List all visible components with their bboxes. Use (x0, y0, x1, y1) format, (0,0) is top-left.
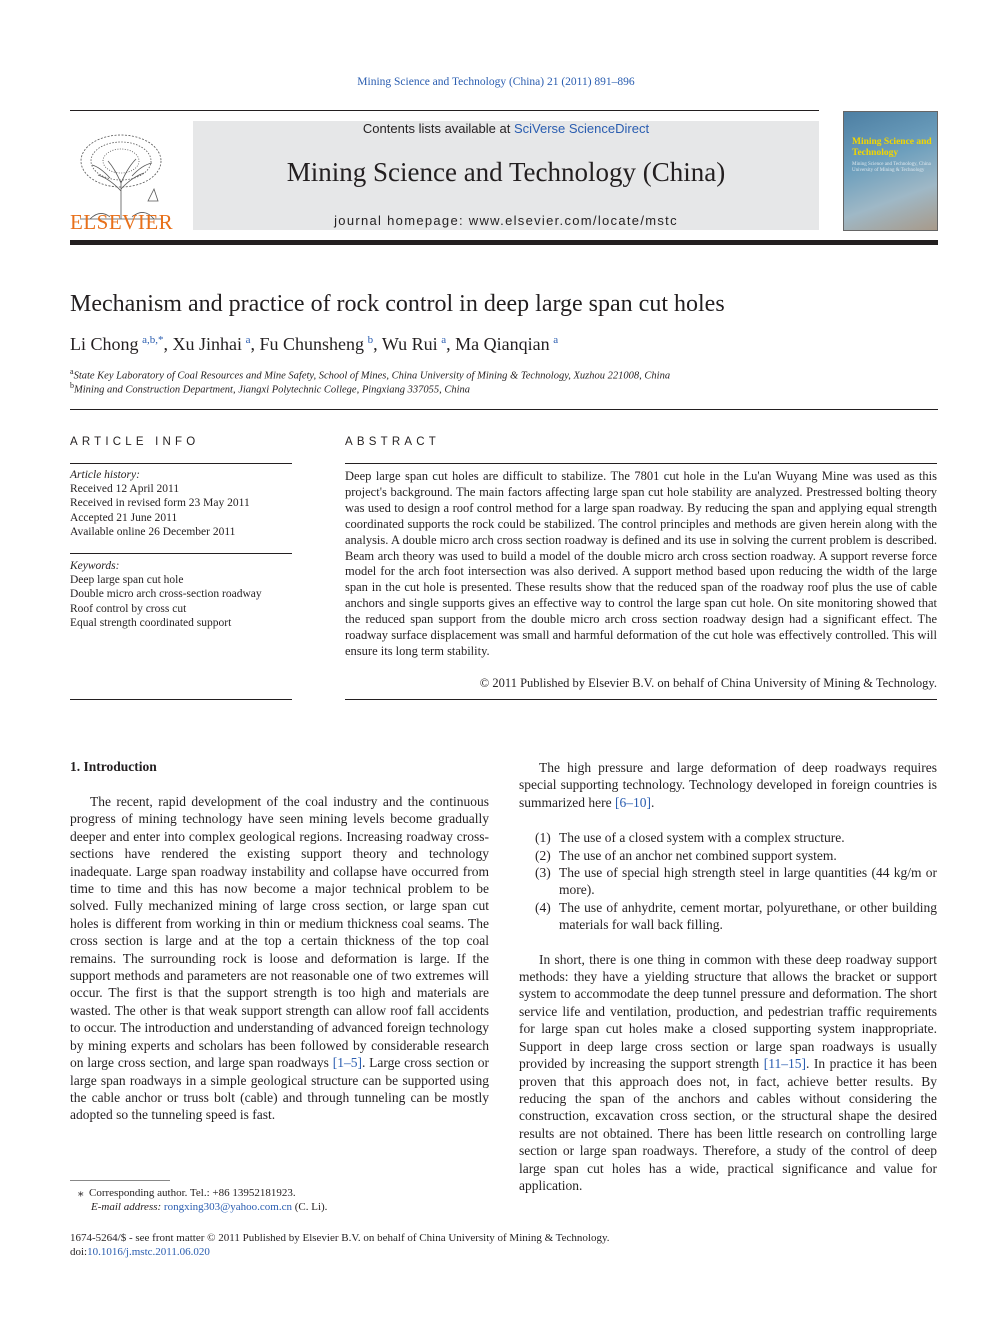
author-name: Xu Jinhai (172, 334, 243, 354)
list-item: (4) The use of anhydrite, cement mortar, polyurethane, or other building materials for wall back filling. (535, 899, 937, 933)
author: Xu Jinhai $^a$, (172, 334, 260, 354)
email-link[interactable]: rongxing303@yahoo.com.cn (163, 1201, 292, 1213)
contents-prefix: Contents lists available at (362, 121, 514, 136)
affiliation-b: $^b$Mining and Construction Department, Jiangxi Polytechnic College, Pingxiang 337055, China (70, 381, 471, 396)
list-item: (1) The use of a closed system with a complex structure. (535, 830, 845, 846)
technology-list (519, 829, 937, 933)
author: Fu Chunsheng $^b$, (259, 334, 382, 354)
history-received: Received 12 April 2011 (70, 483, 180, 496)
keyword: Equal strength coordinated support (70, 616, 232, 629)
info-rule (70, 463, 292, 464)
author-name: Fu Chunsheng (259, 334, 365, 354)
footnote-rule (70, 1180, 170, 1181)
author: Wu Rui $^a$, (381, 334, 456, 354)
elsevier-wordmark[interactable]: ELSEVIER (70, 210, 174, 234)
author-affil-mark[interactable]: b (367, 334, 374, 346)
author-affil-mark[interactable]: a (441, 334, 447, 346)
author: Li Chong $^{a,b,*}$, (70, 334, 173, 354)
footnote-star: ⁎ (78, 1187, 84, 1199)
abstract-rule (345, 463, 937, 464)
corresponding-footnote: ⁎ Corresponding author. Tel.: +86 13952181923. (78, 1187, 296, 1199)
doi-line: doi:10.1016/j.mstc.2011.06.020 (70, 1246, 210, 1258)
abstract-heading: ABSTRACT (345, 436, 440, 448)
intro-paragraph: The recent, rapid development of the coal industry and the continuous progress of mining technology have seen mining levels become gradually deeper and enter into complex geological regions. Increasing roadway cross-sections have rendered the existing support theory and technology inadequate. Large span roadway instability and collapse have occurred from time to time and this has now become a major technical problem to be solved. Fully mechanized mining of large cross section, or large span cut holes is different from working in thin or medium thickness coal seams. The cross section is large and at the top a certain thickness of the top coal remains. The surrounding rock is loose and deformation is large. If the support methods and parameters are not reasonable one of two extremes will occur. The first is that the support strength is too high and materials are wasted. The other is that weak support strength can allow roof fall accidents to occur. The introduction and understanding of advanced foreign technology by mining experts and scholars has been followed by considerable research on large cross section, and large span roadways [1–5]. Large cross section or large span roadways in a simple geological structure can be supported using the cable anchor or truss bolt (cable) and through tunneling can be mostly adopted so the tunneling speed is fast. (70, 794, 489, 1123)
history-accepted: Accepted 21 June 2011 (70, 511, 178, 524)
abstract-text: Deep large span cut holes are difficult to stabilize. The 7801 cut hole in the Lu'an Wuyang Mine was used as this project's background. The main factors affecting large span cut hole stability are analyzed. Prestressed bolting theory was used to design a roof control method for a large span roadway. By reducing the span and applying equal strength coordinated supports the rock could be stabilized. The control principles and methods are given herein along with the analysis. A double micro arch cross section roadway is defined and its use in solving the current problem is described. Beam arch theory was used to build a model of the double micro arch cross section roadway. A support reverse force model for the arch foot intersection was also derived. A support method based upon reducing the width of the large span in the cut hole is presented. These results show that the reduced span of the roadway roof plus the use of cable anchors and single supports gives an effective way to control the large span cut hole. On site monitoring showed that the reduced span support from the double micro arch cross section roadway design had a significant effect. The roadway surface displacement was small and harmful deformation of the cut hole was effectively controlled. This will ensure its long term stability. (345, 469, 937, 658)
intro-paragraph: The high pressure and large deformation of deep roadways requires special supporting technology. Technology developed in foreign countries is summarized here [6–10]. (519, 760, 937, 810)
author-name: Li Chong (70, 334, 139, 354)
corresponding-star[interactable]: * (158, 334, 164, 346)
journal-citation[interactable]: Mining Science and Technology (China) 21 (2011) 891–896 (357, 76, 635, 88)
cover-subtitle: Mining Science and Technology, China University of Mining & Technology (852, 162, 931, 173)
author-affil-mark[interactable]: a (553, 334, 559, 346)
info-rule (70, 699, 292, 700)
article-history (70, 468, 250, 539)
history-online: Available online 26 December 2011 (70, 525, 236, 538)
section-rule (70, 409, 938, 410)
keyword: Double micro arch cross-section roadway (70, 588, 262, 601)
list-item: (2) The use of an anchor net combined support system. (535, 847, 837, 863)
intro-paragraph: In short, there is one thing in common with these deep roadway support methods: they have a yielding structure that allows the bracket or support system to accommodate the deep tunnel pressure and deformation. The short service life and ventilation, production, and pedestrian traffic requirements for large span cut holes make a closed supporting system inappropriate. Support in deep large cross section or large span roadways is usually provided by increasing the support strength [11–15]. In practice it has been proven that this approach does not, in fact, achieve better results. By reducing the span of the anchors and cables without considering the construction, excavation cross section, or the structural shape the desired results are not obtained. There has been little research on controlling large section or large span roadways. Therefore, a study of the control of deep large span cut holes has a wide, practical significance and value for application. (519, 951, 937, 1193)
cover-title: Mining Science and Technology (852, 137, 932, 158)
keyword: Roof control by cross cut (70, 602, 187, 615)
keywords (70, 559, 262, 630)
abstract-copyright: © 2011 Published by Elsevier B.V. on behalf of China University of Mining & Technology. (479, 676, 937, 690)
author-affil-mark[interactable]: a (245, 334, 251, 346)
reference-link[interactable]: [6–10] (614, 794, 651, 810)
keywords-label: Keywords: (70, 560, 120, 572)
history-revised: Received in revised form 23 May 2011 (70, 497, 250, 510)
sciencedirect-link[interactable]: SciVerse ScienceDirect (513, 121, 650, 136)
info-rule (70, 553, 292, 554)
header-thick-rule (70, 240, 938, 245)
reference-link[interactable]: [11–15] (763, 1056, 806, 1072)
journal-homepage[interactable]: journal homepage: www.elsevier.com/locate/mstc (334, 213, 678, 228)
email-footnote: E-mail address: rongxing303@yahoo.com.cn (C. Li). (91, 1201, 328, 1213)
header-rule (70, 110, 819, 111)
author-name: Ma Qianqian (455, 334, 550, 354)
author (455, 334, 558, 354)
reference-link[interactable]: [1–5] (332, 1055, 362, 1071)
intro-heading: 1. Introduction (70, 759, 157, 774)
article-title: Mechanism and practice of rock control in deep large span cut holes (70, 291, 725, 317)
keyword: Deep large span cut hole (70, 574, 184, 587)
affiliation-a: $^a$State Key Laboratory of Coal Resources and Mine Safety, School of Mines, China University of Mining & Technology, Xuzhou 221008, China (70, 367, 671, 382)
journal-name: Mining Science and Technology (China) (286, 157, 726, 187)
history-label: Article history: (70, 469, 140, 481)
contents-line (193, 121, 819, 136)
list-item: (3) The use of special high strength steel in large quantities (44 kg/m or more). (535, 865, 937, 898)
intro-left-column (70, 793, 489, 1124)
author-list (70, 334, 558, 355)
intro-right-column (519, 759, 937, 1194)
article-info-heading: ARTICLE INFO (70, 436, 200, 448)
author-name: Wu Rui (381, 334, 438, 354)
abstract-rule (345, 699, 937, 700)
doi-link[interactable]: 10.1016/j.mstc.2011.06.020 (87, 1246, 210, 1258)
author-affil-mark[interactable]: a,b, (142, 334, 159, 346)
issn-line: 1674-5264/$ - see front matter © 2011 Published by Elsevier B.V. on behalf of China University of Mining & Technology. (70, 1232, 610, 1244)
